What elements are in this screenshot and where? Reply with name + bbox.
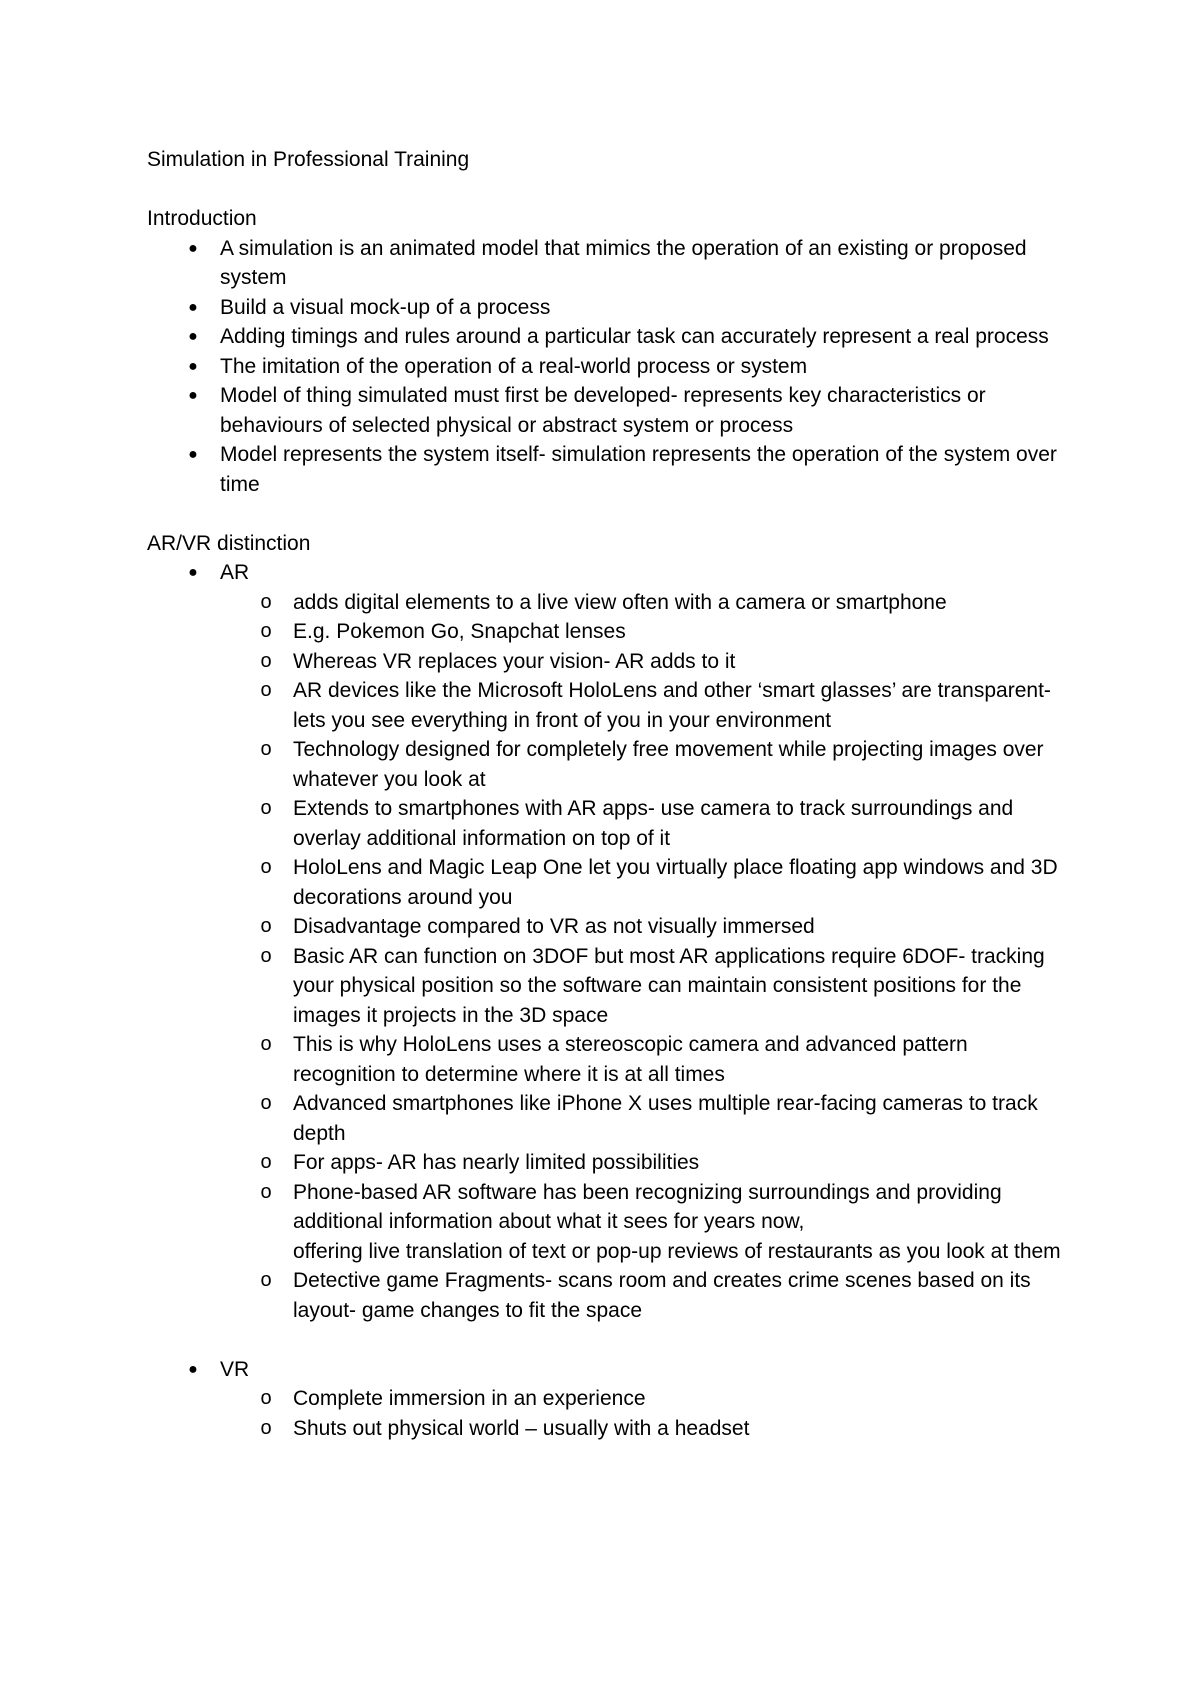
- sublist-item: [220, 647, 1067, 677]
- blank-line: [147, 175, 1067, 205]
- list-item-text: Model of thing simulated must first be developed- represents key characteristics or behaviours of selected physical or abstract system or process: [220, 384, 986, 437]
- section-heading-introduction: Introduction: [147, 207, 257, 230]
- circle-bullet-icon: o: [260, 1269, 272, 1291]
- list-item: [147, 234, 1067, 293]
- circle-bullet-icon: o: [260, 590, 272, 613]
- list-item: [147, 322, 1067, 352]
- sublist-item-text: Advanced smartphones like iPhone X uses multiple rear-facing cameras to track depth: [293, 1092, 1038, 1145]
- ar-vr-list: [147, 558, 1067, 1443]
- list-item: [147, 381, 1067, 440]
- sublist-item: [220, 1266, 1067, 1325]
- list-item-vr: [147, 1355, 1067, 1444]
- sublist-item-text: Detective game Fragments- scans room and creates crime scenes based on its layout- game changes to fit the space: [293, 1269, 1031, 1322]
- circle-bullet-icon: o: [260, 856, 272, 878]
- list-item-text: The imitation of the operation of a real-world process or system: [220, 354, 808, 378]
- list-item-text: Build a visual mock-up of a process: [220, 295, 551, 319]
- circle-bullet-icon: o: [260, 679, 272, 701]
- list-item: [147, 352, 1067, 382]
- sublist-item: [220, 1148, 1067, 1178]
- sublist-item: [220, 1384, 1067, 1414]
- sublist-item: [220, 853, 1067, 912]
- list-item-ar: [147, 558, 1067, 1325]
- bullet-icon: ●: [188, 328, 198, 345]
- sublist-item-text: Extends to smartphones with AR apps- use camera to track surroundings and overlay additional information on top of it: [293, 797, 1014, 850]
- sublist-item: [220, 676, 1067, 735]
- sublist-item-text: Phone-based AR software has been recognizing surroundings and providing additional information about what it sees for years now,: [293, 1180, 1002, 1233]
- sublist-item: [220, 912, 1067, 942]
- vr-sublist: [147, 1384, 1067, 1443]
- sublist-item-text: This is why HoloLens uses a stereoscopic camera and advanced pattern recognition to determine where it is at all times: [293, 1033, 968, 1086]
- list-item-text: AR: [220, 561, 250, 584]
- document-title: Simulation in Professional Training: [147, 148, 470, 171]
- list-item-text: A simulation is an animated model that mimics the operation of an existing or proposed system: [220, 236, 1027, 289]
- circle-bullet-icon: o: [260, 649, 272, 672]
- list-item-text: VR: [220, 1357, 250, 1381]
- list-item: [147, 293, 1067, 323]
- circle-bullet-icon: o: [260, 944, 272, 967]
- bullet-icon: ●: [188, 298, 198, 316]
- sublist-item-text: For apps- AR has nearly limited possibilities: [293, 1151, 700, 1174]
- circle-bullet-icon: o: [260, 915, 272, 937]
- list-item-text: Model represents the system itself- simulation represents the operation of the system over time: [220, 443, 1057, 496]
- sublist-item-text: Disadvantage compared to VR as not visually immersed: [293, 915, 815, 938]
- sublist-item: [220, 794, 1067, 853]
- sublist-item-continuation: offering live translation of text or pop-up reviews of restaurants as you look at them: [293, 1239, 1061, 1263]
- sublist-item-text: Basic AR can function on 3DOF but most AR applications require 6DOF- tracking your physical position so the software can maintain consistent positions for the images it projects in the 3D space: [293, 944, 1045, 1027]
- sublist-item: [220, 942, 1067, 1031]
- sublist-item-text: adds digital elements to a live view often with a camera or smartphone: [293, 590, 947, 614]
- bullet-icon: ●: [188, 239, 198, 257]
- sublist-item-text: Shuts out physical world – usually with a headset: [293, 1416, 750, 1440]
- sublist-item-text: E.g. Pokemon Go, Snapchat lenses: [293, 620, 626, 643]
- introduction-list: [147, 234, 1067, 500]
- circle-bullet-icon: o: [260, 1092, 272, 1114]
- circle-bullet-icon: o: [260, 1416, 272, 1439]
- circle-bullet-icon: o: [260, 1033, 272, 1055]
- sublist-item-text: Complete immersion in an experience: [293, 1387, 646, 1410]
- sublist-item-text: AR devices like the Microsoft HoloLens and other ‘smart glasses’ are transparent- lets you see everything in front of you in your environment: [293, 679, 1051, 732]
- bullet-icon: ●: [188, 564, 198, 581]
- list-item: [147, 440, 1067, 499]
- bullet-icon: ●: [188, 1360, 198, 1378]
- circle-bullet-icon: o: [260, 1151, 272, 1173]
- ar-sublist: [147, 588, 1067, 1326]
- sublist-item-text: Whereas VR replaces your vision- AR adds to it: [293, 649, 736, 673]
- sublist-item: [220, 617, 1067, 647]
- circle-bullet-icon: o: [260, 620, 272, 642]
- list-item-text: Adding timings and rules around a particular task can accurately represent a real process: [220, 325, 1049, 348]
- sublist-item: [220, 588, 1067, 618]
- circle-bullet-icon: o: [260, 1387, 272, 1409]
- section-heading-ar-vr: AR/VR distinction: [147, 531, 311, 555]
- sublist-item: [220, 1089, 1067, 1148]
- circle-bullet-icon: o: [260, 738, 272, 760]
- sublist-item-text: HoloLens and Magic Leap One let you virtually place floating app windows and 3D decorations around you: [293, 856, 1058, 909]
- bullet-icon: ●: [188, 357, 198, 375]
- bullet-icon: ●: [188, 446, 198, 463]
- document-body: [147, 145, 1067, 1443]
- sublist-item: [220, 1178, 1067, 1267]
- sublist-item: [220, 1030, 1067, 1089]
- sublist-item: [220, 1414, 1067, 1444]
- bullet-icon: ●: [188, 387, 198, 404]
- sublist-item: [220, 735, 1067, 794]
- circle-bullet-icon: o: [260, 1180, 272, 1203]
- sublist-item-text: Technology designed for completely free movement while projecting images over whatever you look at: [293, 738, 1044, 791]
- circle-bullet-icon: o: [260, 797, 272, 819]
